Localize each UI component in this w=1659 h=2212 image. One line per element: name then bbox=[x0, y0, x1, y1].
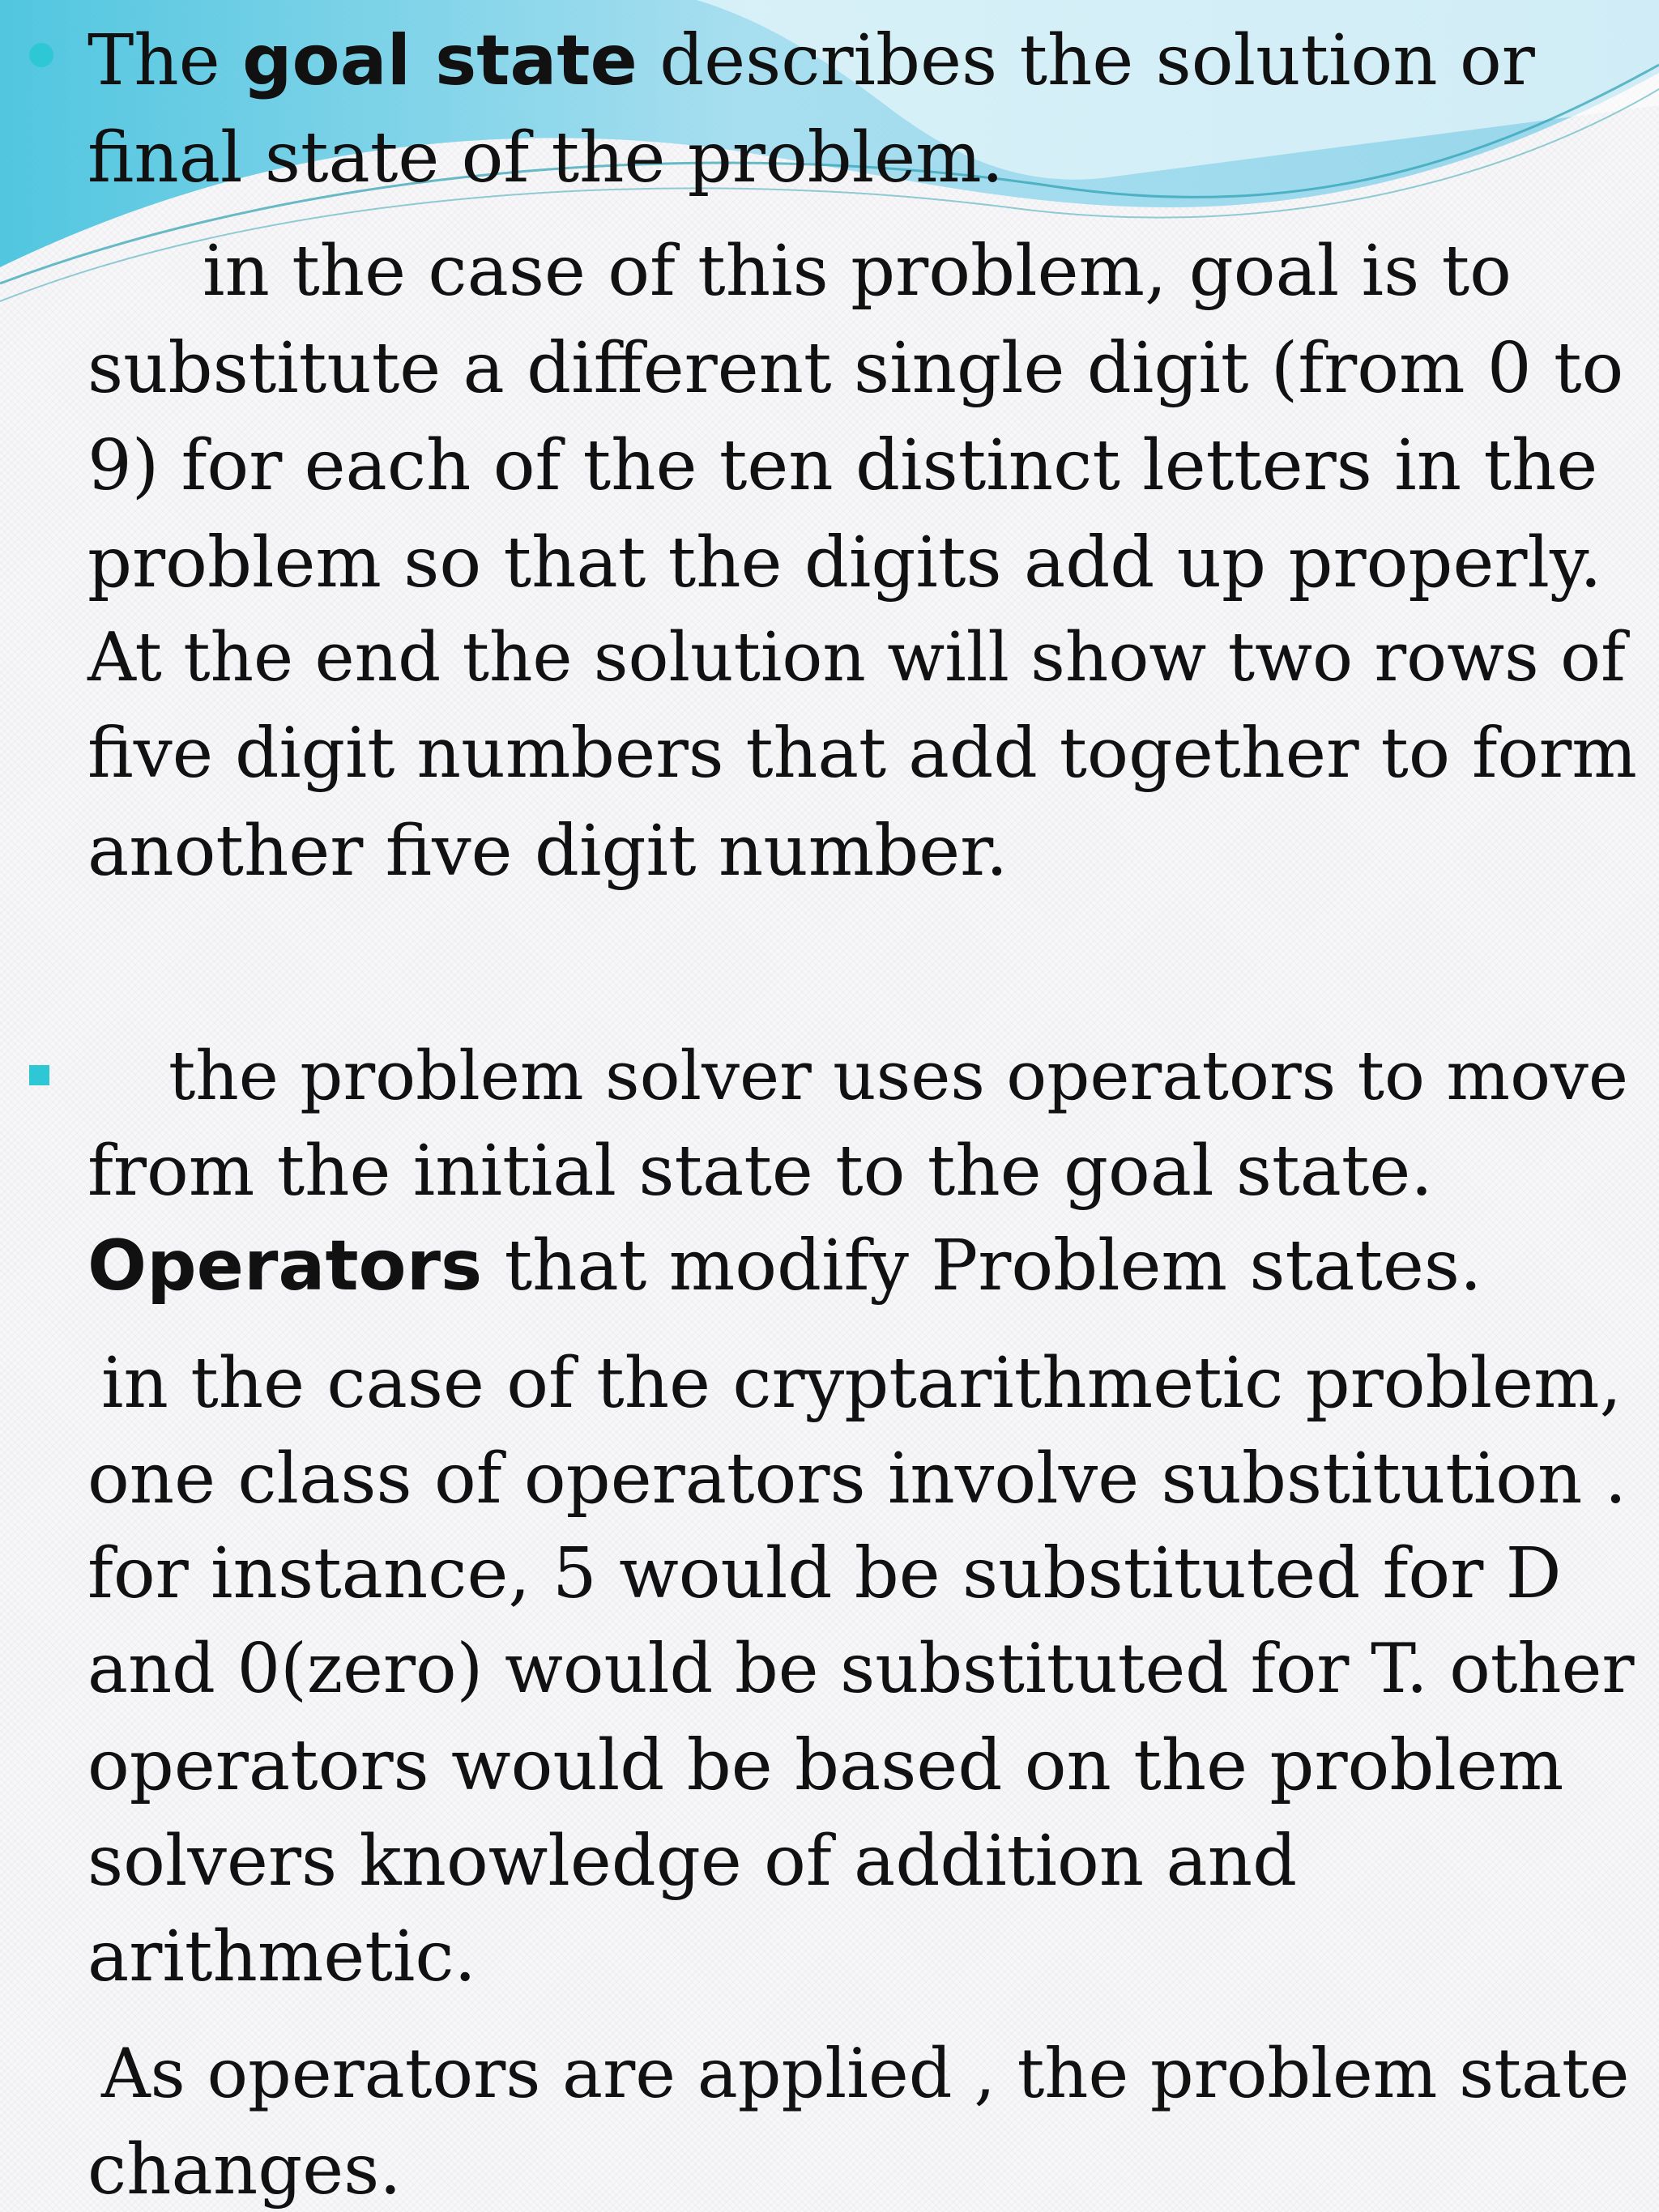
para1-line: substitute a different single digit (from 0 to bbox=[87, 328, 1624, 409]
bullet-dot-icon bbox=[29, 43, 53, 67]
para1-line: 9) for each of the ten distinct letters in the bbox=[87, 425, 1598, 506]
goal-state-term: goal state bbox=[241, 20, 638, 101]
bullet2-line2: from the initial state to the goal state. bbox=[87, 1131, 1433, 1212]
para3-line: changes. bbox=[87, 2129, 402, 2210]
operators-suffix: that modify Problem states. bbox=[482, 1225, 1482, 1306]
bullet-square-icon bbox=[29, 1065, 49, 1085]
para2-line: solvers knowledge of addition and bbox=[87, 1821, 1298, 1902]
bullet2-line1: the problem solver uses operators to move bbox=[168, 1037, 1629, 1115]
para2-line: one class of operators involve substitution . bbox=[87, 1438, 1627, 1519]
bullet1-line2: final state of the problem. bbox=[87, 117, 1004, 198]
para2-line: arithmetic. bbox=[87, 1916, 476, 1997]
para2-line: and 0(zero) would be substituted for T. other bbox=[87, 1629, 1635, 1708]
para1-line: problem so that the digits add up properly. bbox=[87, 522, 1602, 603]
bullet1-suffix: describes the solution or bbox=[637, 20, 1535, 101]
bullet1-prefix: The bbox=[87, 20, 242, 101]
para2-line: operators would be based on the problem bbox=[87, 1725, 1564, 1806]
para1-line: five digit numbers that add together to form bbox=[87, 714, 1637, 794]
bullet1-line1 bbox=[87, 20, 1535, 101]
operators-term: Operators bbox=[87, 1225, 483, 1306]
para3-line: As operators are applied , the problem state bbox=[101, 2034, 1630, 2113]
bullet2-line3 bbox=[87, 1225, 1482, 1306]
para2-line: in the case of the cryptarithmetic problem, bbox=[101, 1343, 1622, 1424]
para1-line: in the case of this problem, goal is to bbox=[203, 231, 1512, 312]
para1-line: At the end the solution will show two rows of bbox=[87, 618, 1626, 697]
para2-line: for instance, 5 would be substituted for D bbox=[87, 1533, 1562, 1614]
para1-line: another five digit number. bbox=[87, 811, 1009, 892]
